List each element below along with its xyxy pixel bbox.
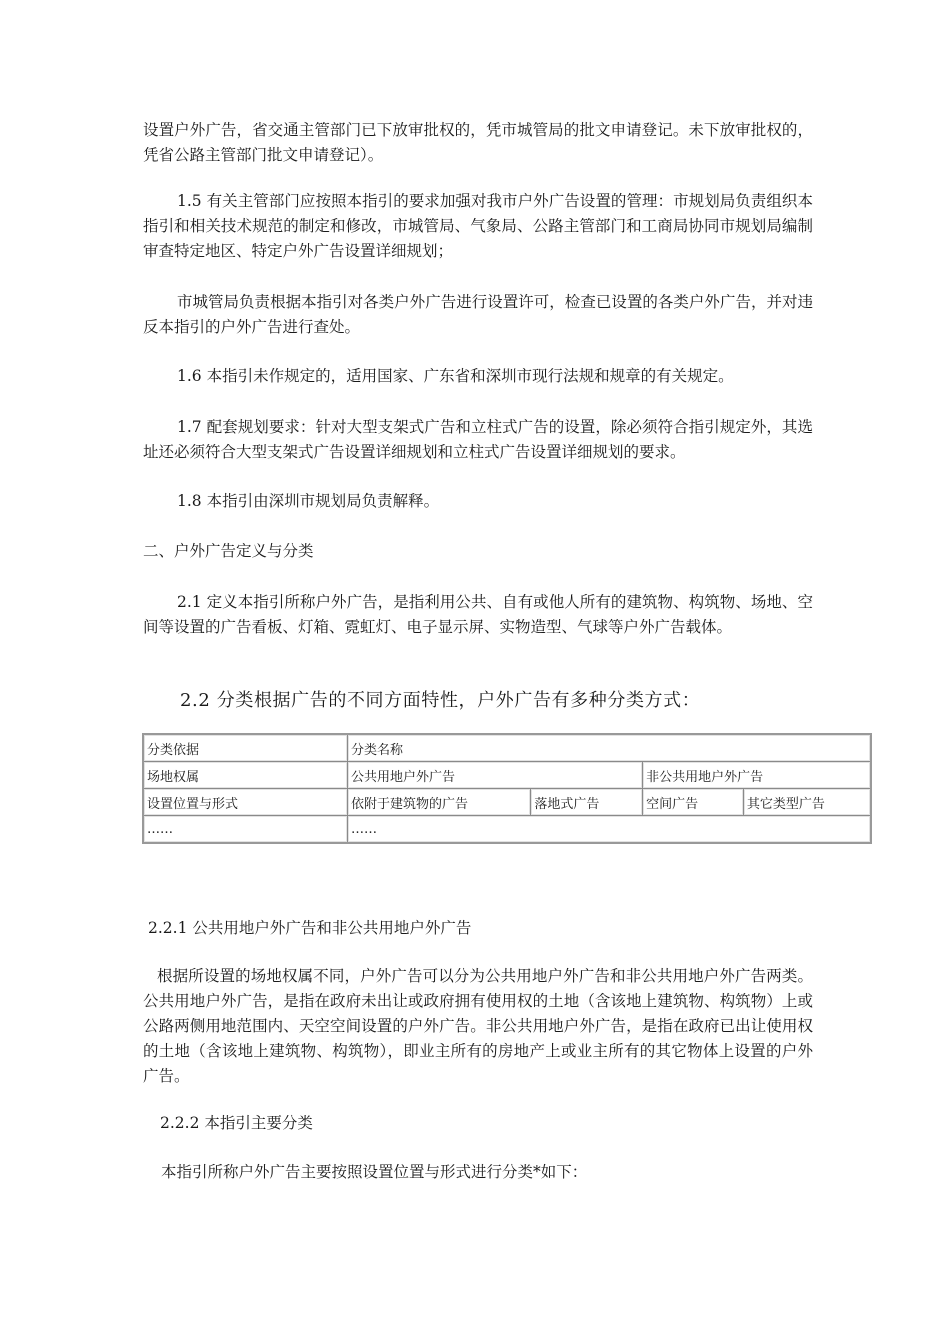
- paragraph-approval-continuation: 设置户外广告，省交通主管部门已下放审批权的，凭市城管局的批文申请登记。未下放审批权的，凭省公路主管部门批文申请登记）。: [143, 121, 813, 164]
- paragraph-2-2-2: 本指引所称户外广告主要按照设置位置与形式进行分类*如下：: [161, 1163, 588, 1181]
- table-cell: 非公共用地户外广告: [643, 762, 871, 789]
- table-row: [143, 816, 871, 844]
- table-cell: 其它类型广告: [743, 789, 871, 816]
- classification-table: [142, 733, 872, 844]
- subsection-2-2-1-title: 2.2.1 公共用地户外广告和非公共用地户外广告: [148, 919, 472, 937]
- table-row: [143, 789, 871, 816]
- table-cell: 公共用地户外广告: [347, 762, 642, 789]
- paragraph-2-2: 2.2 分类根据广告的不同方面特性，户外广告有多种分类方式：: [180, 690, 701, 711]
- table-cell: 落地式广告: [531, 789, 643, 816]
- paragraph-1-5-enforcement: 市城管局负责根据本指引对各类户外广告进行设置许可，检查已设置的各类户外广告，并对违反本指引的户外广告进行查处。: [143, 293, 813, 336]
- paragraph-1-8: 1.8 本指引由深圳市规划局负责解释。: [177, 492, 440, 510]
- table-row: [143, 734, 871, 762]
- table-cell: 空间广告: [643, 789, 744, 816]
- section-2-heading: 二、户外广告定义与分类: [143, 542, 314, 560]
- table-cell: 设置位置与形式: [143, 789, 347, 816]
- table-row: [143, 762, 871, 789]
- paragraph-1-5: 1.5 有关主管部门应按照本指引的要求加强对我市户外广告设置的管理：市规划局负责组织本指引和相关技术规范的制定和修改，市城管局、气象局、公路主管部门和工商局协同市规划局编制审查特定地区、特定户外广告设置详细规划；: [143, 192, 813, 260]
- paragraph-2-2-1: 根据所设置的场地权属不同，户外广告可以分为公共用地户外广告和非公共用地户外广告两类。公共用地户外广告，是指在政府未出让或政府拥有使用权的土地（含该地上建筑物、构筑物）上或公路两侧用地范围内、天空空间设置的户外广告。非公共用地户外广告，是指在政府已出让使用权的土地（含该地上建筑物、构筑物），即业主所有的房地产上或业主所有的其它物体上设置的户外广告。: [143, 967, 813, 1085]
- table-cell: 场地权属: [143, 762, 347, 789]
- paragraph-1-7: 1.7 配套规划要求：针对大型支架式广告和立柱式广告的设置，除必须符合指引规定外，其选址还必须符合大型支架式广告设置详细规划和立柱式广告设置详细规划的要求。: [143, 418, 813, 461]
- table-cell: 分类名称: [347, 734, 871, 762]
- subsection-2-2-2-title: 2.2.2 本指引主要分类: [160, 1114, 313, 1132]
- table-cell: ……: [143, 816, 347, 844]
- table-cell: ……: [347, 816, 871, 844]
- table-cell: 分类依据: [143, 734, 347, 762]
- table-cell: 依附于建筑物的广告: [347, 789, 530, 816]
- paragraph-2-1: 2.1 定义本指引所称户外广告，是指利用公共、自有或他人所有的建筑物、构筑物、场地、空间等设置的广告看板、灯箱、霓虹灯、电子显示屏、实物造型、气球等户外广告载体。: [143, 593, 813, 636]
- paragraph-1-6: 1.6 本指引未作规定的，适用国家、广东省和深圳市现行法规和规章的有关规定。: [177, 367, 734, 385]
